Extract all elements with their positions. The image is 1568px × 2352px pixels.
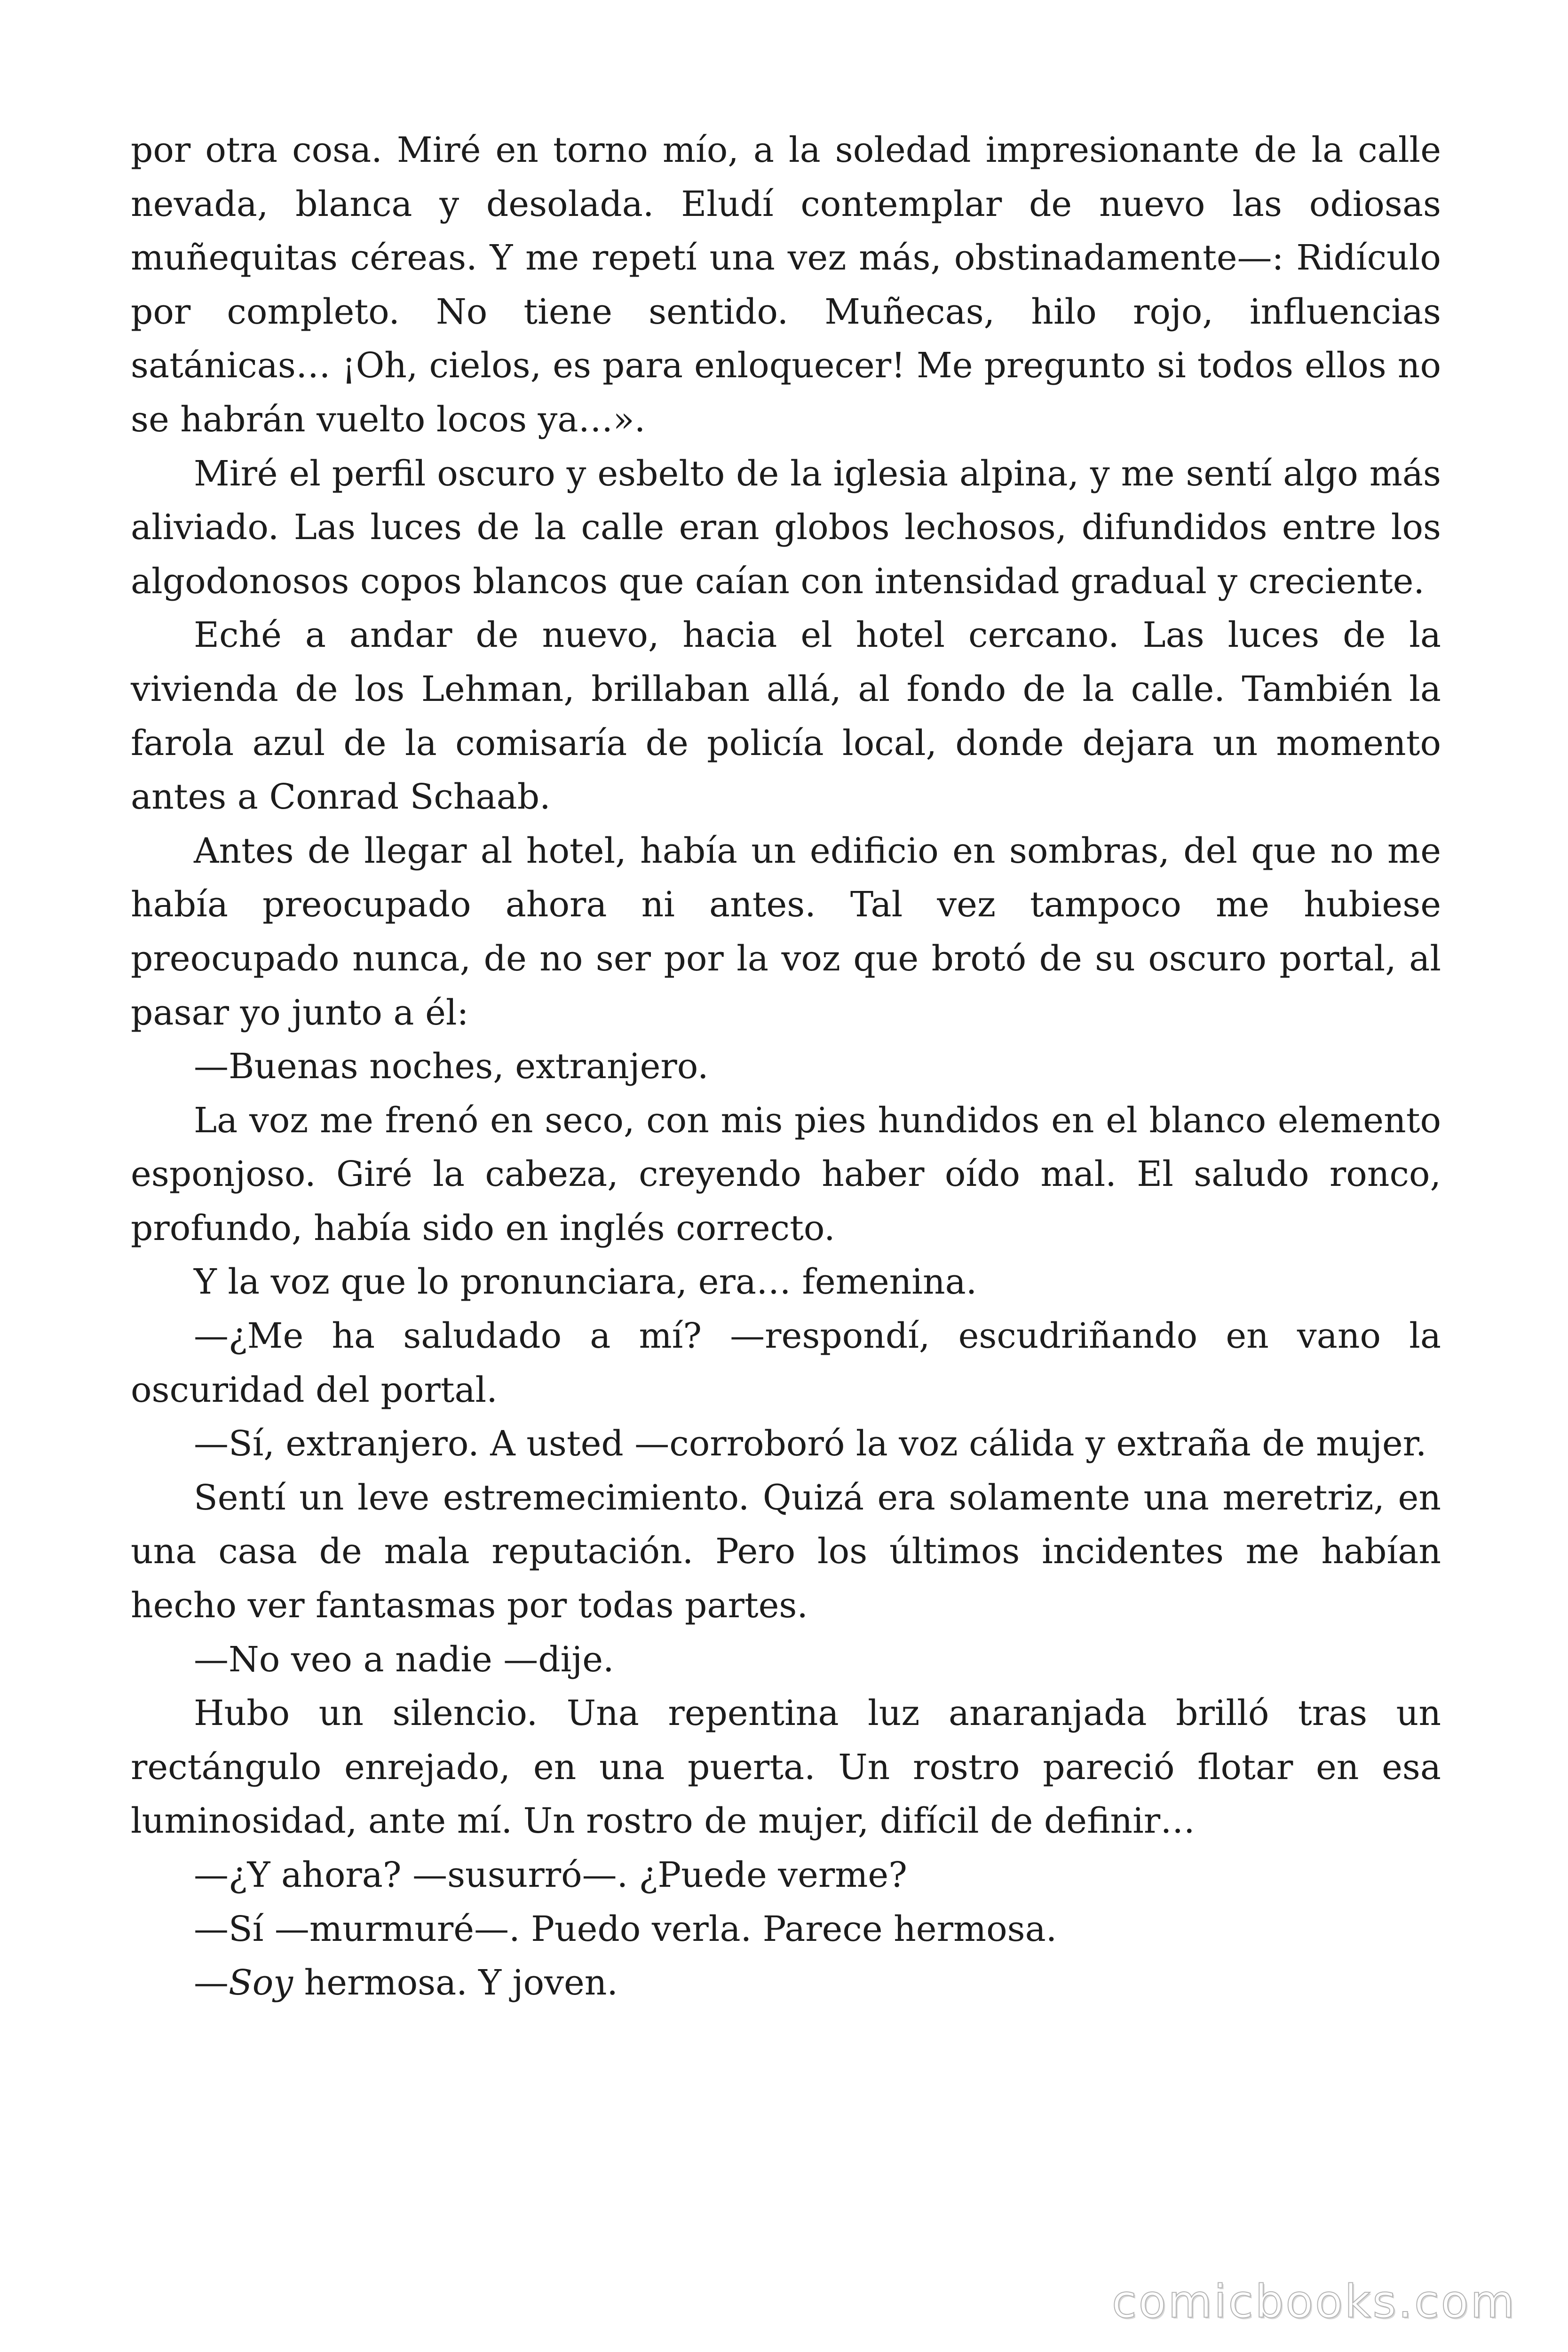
book-page-text — [131, 123, 1441, 2010]
paragraph-text: La voz me frenó en seco, con mis pies hundidos en el blanco elemento esponjoso. Giré la cabeza, creyendo haber oído mal. El saludo ronco, profundo, había sido en inglés correcto. — [131, 1100, 1441, 1248]
paragraph — [131, 1094, 1441, 1255]
paragraph-text: Eché a andar de nuevo, hacia el hotel cercano. Las luces de la vivienda de los Lehman, brillaban allá, al fondo de la calle. También la farola azul de la comisaría de policía local, donde dejara un momento antes a Conrad Schaab. — [131, 615, 1441, 818]
paragraph — [131, 1686, 1441, 1848]
paragraph-text: Hubo un silencio. Una repentina luz anaranjada brilló tras un rectángulo enrejado, en una puerta. Un rostro pareció flotar en esa luminosidad, ante mí. Un rostro de mujer, difícil de definir… — [131, 1693, 1441, 1842]
paragraph-text: Y la voz que lo pronunciara, era… femenina. — [194, 1262, 977, 1303]
paragraph — [131, 1471, 1441, 1633]
paragraph-text: Miré el perfil oscuro y esbelto de la iglesia alpina, y me sentí algo más aliviado. Las luces de la calle eran globos lechosos, difundidos entre los algodonosos copos blancos que caían con intensidad gradual y creciente. — [131, 453, 1441, 602]
paragraph-text-rest: hermosa. Y joven. — [293, 1963, 618, 2003]
paragraph-text: Antes de llegar al hotel, había un edificio en sombras, del que no me había preocupado ahora ni antes. Tal vez tampoco me hubiese preocupado nunca, de no ser por la voz que brotó de su oscuro portal, al pasar yo junto a él: — [131, 830, 1441, 1033]
dialogue-line — [131, 1902, 1441, 1956]
dialogue-line — [131, 1633, 1441, 1687]
paragraph — [131, 1255, 1441, 1309]
watermark: comicbooks.com — [1111, 2275, 1516, 2328]
dialogue-line — [131, 1848, 1441, 1902]
paragraph-text: —Sí, extranjero. A usted —corroboró la voz cálida y extraña de mujer. — [194, 1423, 1427, 1464]
paragraph — [131, 608, 1441, 824]
dialogue-line — [131, 1417, 1441, 1471]
paragraph-text: por otra cosa. Miré en torno mío, a la soledad impresionante de la calle nevada, blanca y desolada. Eludí contemplar de nuevo las odiosas muñequitas céreas. Y me repetí una vez más, obstinadamente—: Ridículo por completo. No tiene sentido. Muñecas, hilo rojo, influencias satánicas… ¡Oh, cielos, es para enloquecer! Me pregunto si todos ellos no se habrán vuelto locos ya…». — [131, 130, 1441, 440]
dialogue-line — [131, 1040, 1441, 1094]
paragraph — [131, 824, 1441, 1040]
dialogue-line — [131, 1309, 1441, 1417]
paragraph-text: —No veo a nadie —dije. — [194, 1639, 614, 1680]
paragraph — [131, 123, 1441, 447]
paragraph-text: Sentí un leve estremecimiento. Quizá era solamente una meretriz, en una casa de mala reputación. Pero los últimos incidentes me habían hecho ver fantasmas por todas partes. — [131, 1477, 1441, 1626]
paragraph-text: —Sí —murmuré—. Puedo verla. Parece hermosa. — [194, 1908, 1057, 1949]
paragraph-text-prefix: — — [194, 1963, 229, 2003]
paragraph-text: —Buenas noches, extranjero. — [194, 1046, 709, 1087]
paragraph-text: —¿Me ha saludado a mí? —respondí, escudriñando en vano la oscuridad del portal. — [131, 1316, 1441, 1410]
dialogue-line-last — [131, 1956, 1441, 2010]
paragraph — [131, 447, 1441, 609]
emphasized-word: Soy — [229, 1963, 293, 2003]
paragraph-text: —¿Y ahora? —susurró—. ¿Puede verme? — [194, 1855, 907, 1895]
